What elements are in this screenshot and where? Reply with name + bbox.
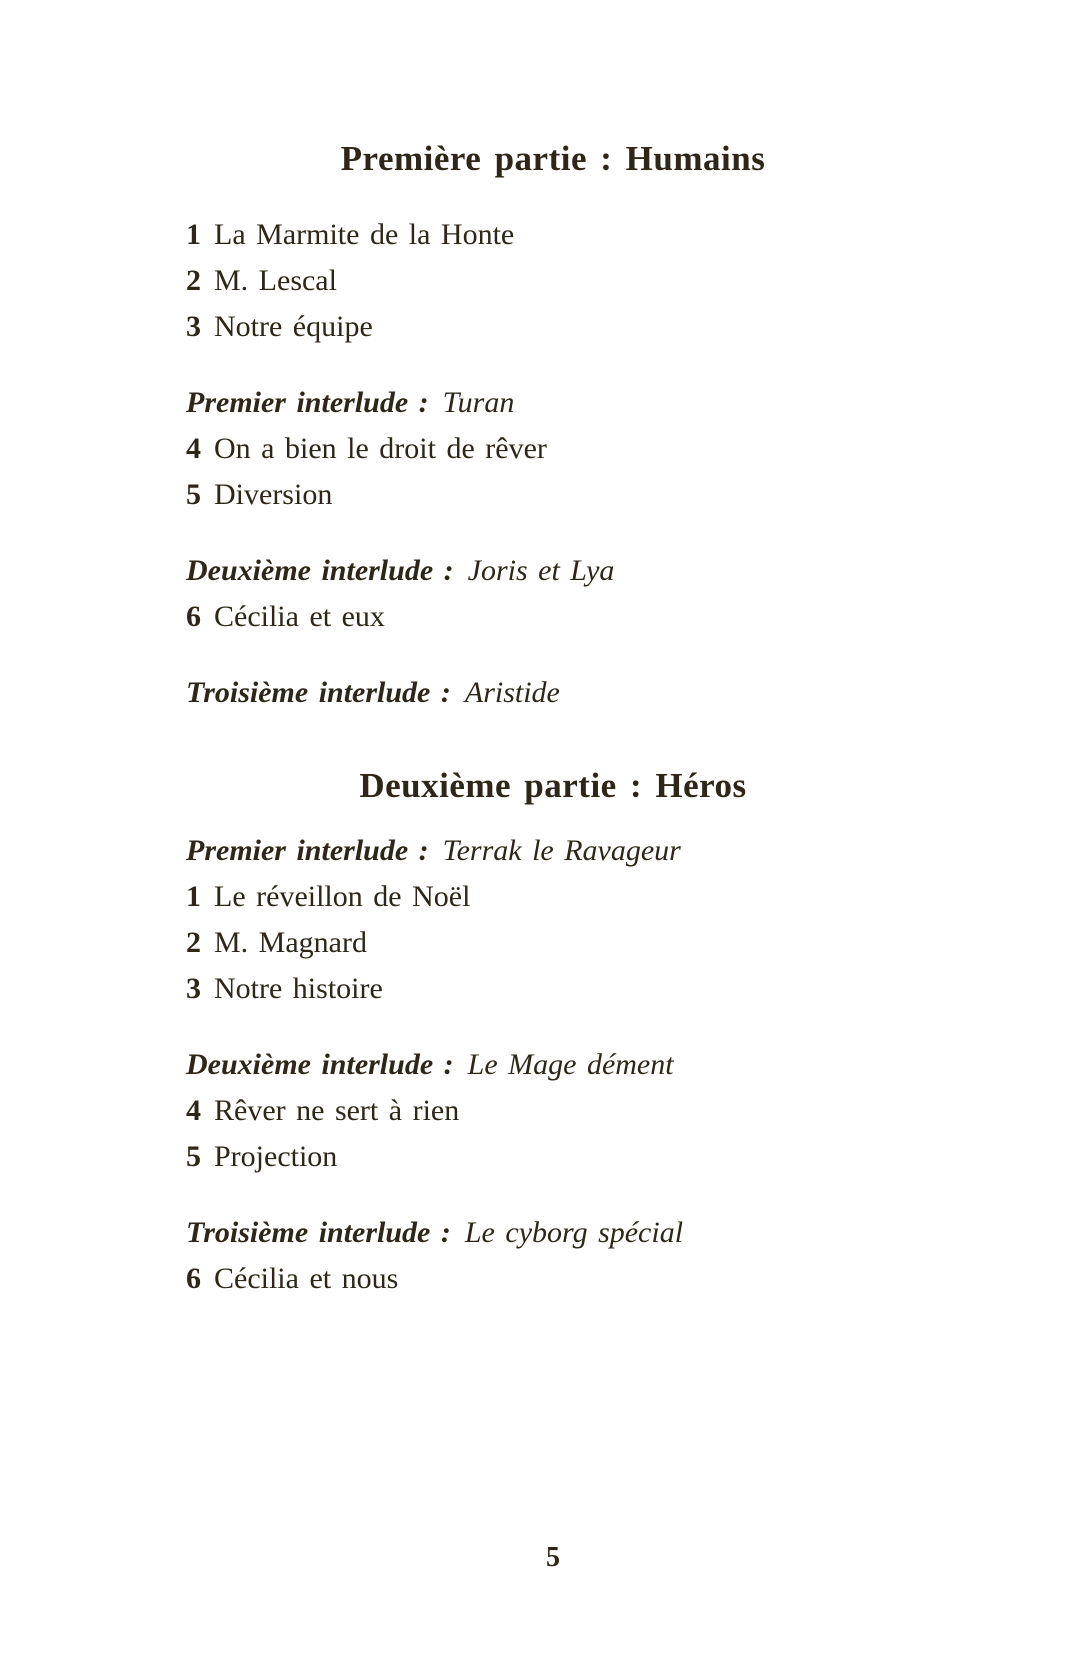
chapter-title: Notre histoire xyxy=(214,972,383,1005)
toc-entry-chapter xyxy=(186,1256,920,1302)
interlude-heading: Deuxième interlude : xyxy=(186,554,454,587)
toc-entry-interlude xyxy=(186,1042,920,1088)
toc-entry-chapter xyxy=(186,920,920,966)
chapter-number: 1 xyxy=(186,218,201,251)
table-of-contents xyxy=(186,0,920,1302)
chapter-title: Rêver ne sert à rien xyxy=(214,1094,460,1127)
toc-entry-chapter xyxy=(186,304,920,350)
toc-entry-chapter xyxy=(186,874,920,920)
toc-entry-interlude xyxy=(186,380,920,426)
toc-entry-chapter xyxy=(186,966,920,1012)
chapter-title: Cécilia et eux xyxy=(214,600,385,633)
toc-entry-chapter xyxy=(186,472,920,518)
chapter-number: 4 xyxy=(186,432,201,465)
toc-entry-chapter xyxy=(186,258,920,304)
chapter-title: M. Lescal xyxy=(214,264,337,297)
toc-entry-chapter xyxy=(186,594,920,640)
toc-entry-chapter xyxy=(186,212,920,258)
toc-entry-interlude xyxy=(186,828,920,874)
interlude-heading: Troisième interlude : xyxy=(186,1216,451,1249)
chapter-number: 1 xyxy=(186,880,201,913)
interlude-subtitle: Terrak le Ravageur xyxy=(442,834,681,867)
chapter-title: La Marmite de la Honte xyxy=(214,218,515,251)
interlude-subtitle: Turan xyxy=(442,386,515,419)
interlude-subtitle: Le Mage dément xyxy=(467,1048,674,1081)
chapter-title: Projection xyxy=(214,1140,338,1173)
toc-entry-chapter xyxy=(186,426,920,472)
chapter-title: Diversion xyxy=(214,478,333,511)
part-title-2: Deuxième partie : Héros xyxy=(359,766,747,805)
interlude-subtitle: Le cyborg spécial xyxy=(464,1216,684,1249)
toc-entry-interlude xyxy=(186,670,920,716)
chapter-title: M. Magnard xyxy=(214,926,367,959)
chapter-title: On a bien le droit de rêver xyxy=(214,432,547,465)
chapter-number: 2 xyxy=(186,264,201,297)
chapter-number: 2 xyxy=(186,926,201,959)
chapter-title: Le réveillon de Noël xyxy=(214,880,471,913)
toc-entry-interlude xyxy=(186,548,920,594)
chapter-number: 3 xyxy=(186,310,201,343)
interlude-heading: Deuxième interlude : xyxy=(186,1048,454,1081)
chapter-number: 4 xyxy=(186,1094,201,1127)
page-number: 5 xyxy=(546,1542,560,1573)
interlude-heading: Premier interlude : xyxy=(186,386,429,419)
toc-entry-chapter xyxy=(186,1088,920,1134)
chapter-number: 6 xyxy=(186,600,201,633)
interlude-heading: Troisième interlude : xyxy=(186,676,451,709)
chapter-title: Cécilia et nous xyxy=(214,1262,399,1295)
chapter-number: 5 xyxy=(186,478,201,511)
chapter-number: 5 xyxy=(186,1140,201,1173)
interlude-subtitle: Aristide xyxy=(464,676,560,709)
interlude-subtitle: Joris et Lya xyxy=(467,554,615,587)
toc-entry-chapter xyxy=(186,1134,920,1180)
toc-entry-interlude xyxy=(186,1210,920,1256)
chapter-number: 3 xyxy=(186,972,201,1005)
chapter-number: 6 xyxy=(186,1262,201,1295)
interlude-heading: Premier interlude : xyxy=(186,834,429,867)
part-title-1: Première partie : Humains xyxy=(340,139,766,178)
chapter-title: Notre équipe xyxy=(214,310,373,343)
